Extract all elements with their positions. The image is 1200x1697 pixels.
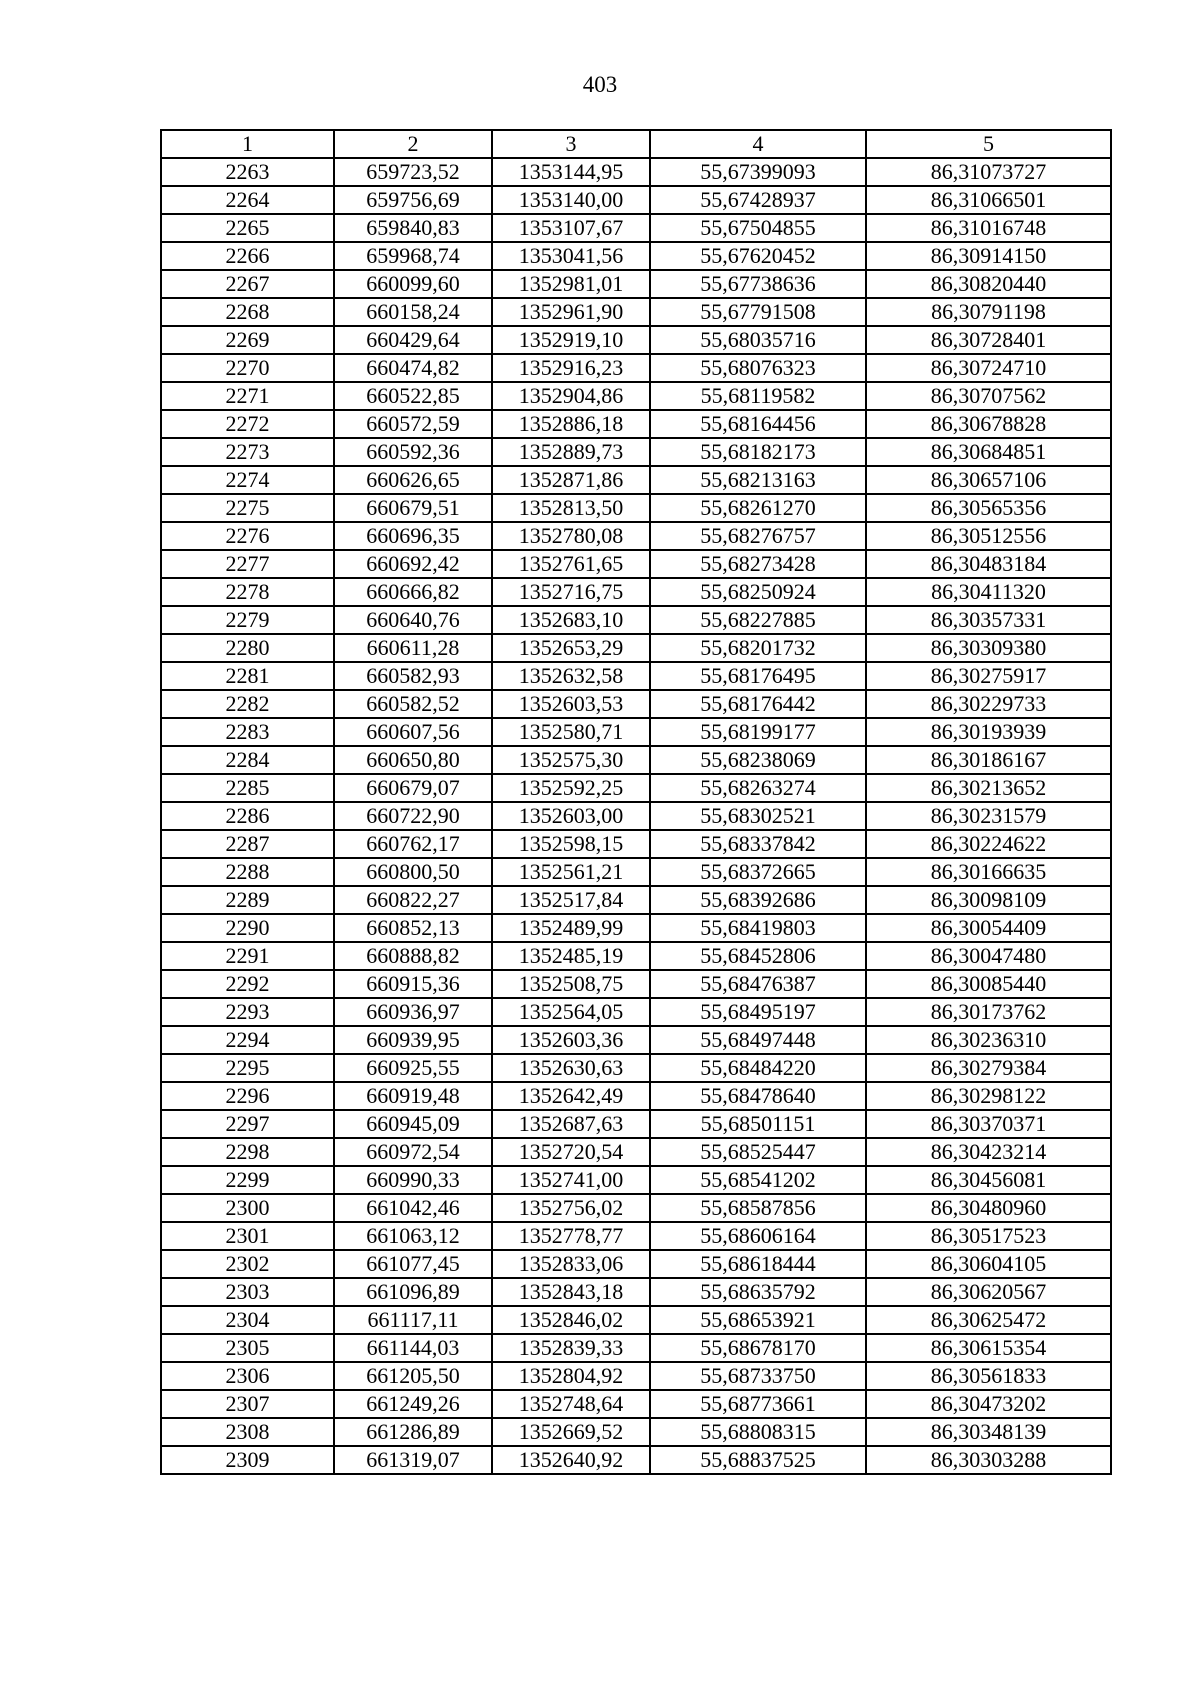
table-cell-col-3: 1352508,75 <box>492 970 650 998</box>
table-cell-col-1: 2272 <box>161 410 334 438</box>
table-cell-col-2: 660592,36 <box>334 438 492 466</box>
table-cell-col-2: 660972,54 <box>334 1138 492 1166</box>
table-cell-col-2: 660429,64 <box>334 326 492 354</box>
table-cell-col-4: 55,68618444 <box>650 1250 866 1278</box>
table-cell-col-4: 55,68606164 <box>650 1222 866 1250</box>
table-cell-col-3: 1352919,10 <box>492 326 650 354</box>
table-cell-col-3: 1352669,52 <box>492 1418 650 1446</box>
table-cell-col-5: 86,30483184 <box>866 550 1111 578</box>
table-cell-col-4: 55,68497448 <box>650 1026 866 1054</box>
table-cell-col-2: 660611,28 <box>334 634 492 662</box>
table-cell-col-1: 2301 <box>161 1222 334 1250</box>
table-cell-col-1: 2270 <box>161 354 334 382</box>
table-cell-col-4: 55,68733750 <box>650 1362 866 1390</box>
table-cell-col-3: 1352640,92 <box>492 1446 650 1474</box>
table-cell-col-1: 2280 <box>161 634 334 662</box>
table-cell-col-3: 1352756,02 <box>492 1194 650 1222</box>
table-row <box>161 298 1111 326</box>
table-cell-col-1: 2286 <box>161 802 334 830</box>
table-cell-col-3: 1352889,73 <box>492 438 650 466</box>
table-cell-col-2: 660099,60 <box>334 270 492 298</box>
table-cell-col-5: 86,31073727 <box>866 158 1111 186</box>
table-cell-col-1: 2288 <box>161 858 334 886</box>
table-cell-col-3: 1352813,50 <box>492 494 650 522</box>
table-cell-col-5: 86,30224622 <box>866 830 1111 858</box>
table-cell-col-2: 660800,50 <box>334 858 492 886</box>
table-cell-col-5: 86,30298122 <box>866 1082 1111 1110</box>
table-cell-col-3: 1352780,08 <box>492 522 650 550</box>
table-cell-col-3: 1353140,00 <box>492 186 650 214</box>
table-cell-col-1: 2293 <box>161 998 334 1026</box>
table-cell-col-3: 1352761,65 <box>492 550 650 578</box>
table-cell-col-4: 55,68501151 <box>650 1110 866 1138</box>
table-cell-col-3: 1352886,18 <box>492 410 650 438</box>
table-row <box>161 690 1111 718</box>
table-cell-col-2: 660888,82 <box>334 942 492 970</box>
table-cell-col-1: 2303 <box>161 1278 334 1306</box>
table-cell-col-2: 660607,56 <box>334 718 492 746</box>
table-cell-col-3: 1352561,21 <box>492 858 650 886</box>
table-cell-col-4: 55,68419803 <box>650 914 866 942</box>
table-cell-col-4: 55,67428937 <box>650 186 866 214</box>
table-cell-col-4: 55,68213163 <box>650 466 866 494</box>
table-cell-col-1: 2283 <box>161 718 334 746</box>
table-cell-col-5: 86,30615354 <box>866 1334 1111 1362</box>
table-cell-col-3: 1352720,54 <box>492 1138 650 1166</box>
table-cell-col-2: 661319,07 <box>334 1446 492 1474</box>
table-cell-col-3: 1352485,19 <box>492 942 650 970</box>
table-cell-col-1: 2306 <box>161 1362 334 1390</box>
table-cell-col-2: 660936,97 <box>334 998 492 1026</box>
table-cell-col-2: 661096,89 <box>334 1278 492 1306</box>
table-cell-col-3: 1352642,49 <box>492 1082 650 1110</box>
table-cell-col-4: 55,67738636 <box>650 270 866 298</box>
table-cell-col-1: 2266 <box>161 242 334 270</box>
table-cell-col-3: 1352741,00 <box>492 1166 650 1194</box>
table-row <box>161 830 1111 858</box>
table-row <box>161 718 1111 746</box>
table-cell-col-3: 1352575,30 <box>492 746 650 774</box>
table-cell-col-3: 1352564,05 <box>492 998 650 1026</box>
table-cell-col-5: 86,30411320 <box>866 578 1111 606</box>
table-cell-col-3: 1352843,18 <box>492 1278 650 1306</box>
table-cell-col-3: 1352630,63 <box>492 1054 650 1082</box>
table-cell-col-2: 660990,33 <box>334 1166 492 1194</box>
table-cell-col-1: 2273 <box>161 438 334 466</box>
table-cell-col-5: 86,30231579 <box>866 802 1111 830</box>
table-cell-col-5: 86,30166635 <box>866 858 1111 886</box>
table-cell-col-5: 86,30279384 <box>866 1054 1111 1082</box>
table-cell-col-2: 661144,03 <box>334 1334 492 1362</box>
table-cell-col-5: 86,30186167 <box>866 746 1111 774</box>
table-cell-col-3: 1352748,64 <box>492 1390 650 1418</box>
table-row <box>161 1138 1111 1166</box>
table-cell-col-1: 2278 <box>161 578 334 606</box>
table-cell-col-2: 660650,80 <box>334 746 492 774</box>
column-header-5: 5 <box>866 130 1111 158</box>
table-cell-col-4: 55,68276757 <box>650 522 866 550</box>
table-row <box>161 550 1111 578</box>
table-cell-col-5: 86,30512556 <box>866 522 1111 550</box>
table-cell-col-4: 55,68837525 <box>650 1446 866 1474</box>
table-row <box>161 1250 1111 1278</box>
table-cell-col-4: 55,68302521 <box>650 802 866 830</box>
page-number: 403 <box>582 72 618 97</box>
table-cell-col-3: 1352981,01 <box>492 270 650 298</box>
table-cell-col-4: 55,68635792 <box>650 1278 866 1306</box>
table-cell-col-1: 2309 <box>161 1446 334 1474</box>
table-row <box>161 1082 1111 1110</box>
table-cell-col-2: 659756,69 <box>334 186 492 214</box>
table-cell-col-2: 659840,83 <box>334 214 492 242</box>
table-cell-col-3: 1352778,77 <box>492 1222 650 1250</box>
table-cell-col-4: 55,68678170 <box>650 1334 866 1362</box>
table-row <box>161 494 1111 522</box>
table-row <box>161 1194 1111 1222</box>
table-row <box>161 1446 1111 1474</box>
table-cell-col-5: 86,30625472 <box>866 1306 1111 1334</box>
column-header-3: 3 <box>492 130 650 158</box>
table-cell-col-5: 86,30914150 <box>866 242 1111 270</box>
table-cell-col-1: 2289 <box>161 886 334 914</box>
table-row <box>161 1278 1111 1306</box>
table-row <box>161 382 1111 410</box>
table-row <box>161 1306 1111 1334</box>
table-cell-col-5: 86,30229733 <box>866 690 1111 718</box>
table-cell-col-5: 86,30517523 <box>866 1222 1111 1250</box>
table-row <box>161 662 1111 690</box>
table-cell-col-1: 2271 <box>161 382 334 410</box>
table-cell-col-5: 86,30423214 <box>866 1138 1111 1166</box>
table-cell-col-1: 2298 <box>161 1138 334 1166</box>
table-cell-col-5: 86,31066501 <box>866 186 1111 214</box>
table-cell-col-2: 660822,27 <box>334 886 492 914</box>
table-cell-col-5: 86,30684851 <box>866 438 1111 466</box>
table-cell-col-4: 55,68201732 <box>650 634 866 662</box>
table-row <box>161 326 1111 354</box>
table-cell-col-3: 1352716,75 <box>492 578 650 606</box>
table-row <box>161 970 1111 998</box>
table-cell-col-5: 86,30098109 <box>866 886 1111 914</box>
table-cell-col-4: 55,68176442 <box>650 690 866 718</box>
table-cell-col-5: 86,30456081 <box>866 1166 1111 1194</box>
table-cell-col-4: 55,68478640 <box>650 1082 866 1110</box>
table-cell-col-2: 661205,50 <box>334 1362 492 1390</box>
table-cell-col-5: 86,30047480 <box>866 942 1111 970</box>
table-cell-col-5: 86,30728401 <box>866 326 1111 354</box>
table-cell-col-4: 55,68476387 <box>650 970 866 998</box>
table-cell-col-5: 86,30565356 <box>866 494 1111 522</box>
table-cell-col-2: 660852,13 <box>334 914 492 942</box>
table-cell-col-2: 659723,52 <box>334 158 492 186</box>
table-cell-col-3: 1352683,10 <box>492 606 650 634</box>
table-cell-col-4: 55,68164456 <box>650 410 866 438</box>
table-cell-col-5: 86,31016748 <box>866 214 1111 242</box>
table-cell-col-3: 1352592,25 <box>492 774 650 802</box>
table-cell-col-4: 55,68238069 <box>650 746 866 774</box>
table-cell-col-1: 2267 <box>161 270 334 298</box>
table-cell-col-3: 1352580,71 <box>492 718 650 746</box>
table-cell-col-1: 2263 <box>161 158 334 186</box>
table-cell-col-1: 2268 <box>161 298 334 326</box>
table-cell-col-1: 2274 <box>161 466 334 494</box>
table-cell-col-4: 55,67620452 <box>650 242 866 270</box>
table-cell-col-3: 1352687,63 <box>492 1110 650 1138</box>
table-cell-col-4: 55,68182173 <box>650 438 866 466</box>
table-row <box>161 1166 1111 1194</box>
table-cell-col-2: 660679,07 <box>334 774 492 802</box>
table-cell-col-3: 1352916,23 <box>492 354 650 382</box>
table-cell-col-2: 660522,85 <box>334 382 492 410</box>
table-cell-col-3: 1352653,29 <box>492 634 650 662</box>
table-row <box>161 634 1111 662</box>
table-row <box>161 270 1111 298</box>
table-cell-col-2: 660158,24 <box>334 298 492 326</box>
table-cell-col-4: 55,68337842 <box>650 830 866 858</box>
table-cell-col-4: 55,68392686 <box>650 886 866 914</box>
table-cell-col-1: 2282 <box>161 690 334 718</box>
table-cell-col-3: 1352961,90 <box>492 298 650 326</box>
table-cell-col-4: 55,68273428 <box>650 550 866 578</box>
table-cell-col-3: 1352632,58 <box>492 662 650 690</box>
table-row <box>161 186 1111 214</box>
table-row <box>161 858 1111 886</box>
table-row <box>161 438 1111 466</box>
table-cell-col-3: 1353041,56 <box>492 242 650 270</box>
table-row <box>161 1110 1111 1138</box>
table-row <box>161 914 1111 942</box>
table-cell-col-2: 660919,48 <box>334 1082 492 1110</box>
table-cell-col-5: 86,30275917 <box>866 662 1111 690</box>
table-cell-col-5: 86,30561833 <box>866 1362 1111 1390</box>
coordinates-table <box>160 129 1112 1475</box>
table-cell-col-3: 1353144,95 <box>492 158 650 186</box>
table-cell-col-2: 660572,59 <box>334 410 492 438</box>
table-cell-col-2: 660666,82 <box>334 578 492 606</box>
table-cell-col-5: 86,30085440 <box>866 970 1111 998</box>
table-cell-col-1: 2284 <box>161 746 334 774</box>
table-cell-col-1: 2304 <box>161 1306 334 1334</box>
table-cell-col-1: 2305 <box>161 1334 334 1362</box>
table-cell-col-1: 2291 <box>161 942 334 970</box>
table-cell-col-4: 55,68541202 <box>650 1166 866 1194</box>
table-cell-col-3: 1352839,33 <box>492 1334 650 1362</box>
table-cell-col-1: 2285 <box>161 774 334 802</box>
table-cell-col-1: 2297 <box>161 1110 334 1138</box>
table-cell-col-2: 660925,55 <box>334 1054 492 1082</box>
table-cell-col-1: 2302 <box>161 1250 334 1278</box>
table-cell-col-3: 1352833,06 <box>492 1250 650 1278</box>
table-cell-col-3: 1352846,02 <box>492 1306 650 1334</box>
table-row <box>161 522 1111 550</box>
table-cell-col-1: 2275 <box>161 494 334 522</box>
table-row <box>161 410 1111 438</box>
table-cell-col-2: 661249,26 <box>334 1390 492 1418</box>
table-row <box>161 354 1111 382</box>
table-cell-col-2: 661286,89 <box>334 1418 492 1446</box>
table-row <box>161 774 1111 802</box>
table-cell-col-2: 661042,46 <box>334 1194 492 1222</box>
table-cell-col-4: 55,68227885 <box>650 606 866 634</box>
table-row <box>161 466 1111 494</box>
table-cell-col-4: 55,68076323 <box>650 354 866 382</box>
table-cell-col-2: 659968,74 <box>334 242 492 270</box>
table-cell-col-4: 55,68525447 <box>650 1138 866 1166</box>
table-cell-col-5: 86,30173762 <box>866 998 1111 1026</box>
table-cell-col-2: 660696,35 <box>334 522 492 550</box>
table-cell-col-4: 55,68119582 <box>650 382 866 410</box>
table-cell-col-3: 1352871,86 <box>492 466 650 494</box>
table-body <box>161 158 1111 1474</box>
table-cell-col-3: 1353107,67 <box>492 214 650 242</box>
table-row <box>161 1222 1111 1250</box>
table-cell-col-2: 660939,95 <box>334 1026 492 1054</box>
table-row <box>161 1054 1111 1082</box>
table-cell-col-1: 2287 <box>161 830 334 858</box>
table-cell-col-4: 55,67399093 <box>650 158 866 186</box>
table-cell-col-2: 660945,09 <box>334 1110 492 1138</box>
table-row <box>161 998 1111 1026</box>
table-cell-col-1: 2264 <box>161 186 334 214</box>
table-cell-col-5: 86,30193939 <box>866 718 1111 746</box>
table-row <box>161 214 1111 242</box>
table-cell-col-2: 661063,12 <box>334 1222 492 1250</box>
table-cell-col-5: 86,30657106 <box>866 466 1111 494</box>
table-cell-col-3: 1352603,53 <box>492 690 650 718</box>
table-cell-col-5: 86,30620567 <box>866 1278 1111 1306</box>
table-cell-col-5: 86,30604105 <box>866 1250 1111 1278</box>
table-cell-col-5: 86,30678828 <box>866 410 1111 438</box>
table-cell-col-4: 55,68035716 <box>650 326 866 354</box>
table-row <box>161 1418 1111 1446</box>
table-cell-col-4: 55,68261270 <box>650 494 866 522</box>
table-cell-col-5: 86,30213652 <box>866 774 1111 802</box>
table-cell-col-2: 660474,82 <box>334 354 492 382</box>
table-cell-col-4: 55,68484220 <box>650 1054 866 1082</box>
table-row <box>161 1390 1111 1418</box>
table-cell-col-1: 2281 <box>161 662 334 690</box>
table-cell-col-1: 2299 <box>161 1166 334 1194</box>
table-cell-col-4: 55,67504855 <box>650 214 866 242</box>
table-cell-col-2: 660640,76 <box>334 606 492 634</box>
column-header-1: 1 <box>161 130 334 158</box>
table-header <box>161 130 1111 158</box>
table-row <box>161 802 1111 830</box>
table-cell-col-5: 86,30357331 <box>866 606 1111 634</box>
table-cell-col-3: 1352804,92 <box>492 1362 650 1390</box>
table-cell-col-5: 86,30707562 <box>866 382 1111 410</box>
table-cell-col-2: 660626,65 <box>334 466 492 494</box>
table-cell-col-4: 55,68452806 <box>650 942 866 970</box>
header-row <box>161 130 1111 158</box>
table-cell-col-5: 86,30473202 <box>866 1390 1111 1418</box>
column-header-2: 2 <box>334 130 492 158</box>
table-cell-col-1: 2308 <box>161 1418 334 1446</box>
table-cell-col-1: 2265 <box>161 214 334 242</box>
table-cell-col-3: 1352603,36 <box>492 1026 650 1054</box>
table-cell-col-5: 86,30820440 <box>866 270 1111 298</box>
table-row <box>161 242 1111 270</box>
table-cell-col-5: 86,30348139 <box>866 1418 1111 1446</box>
table-cell-col-1: 2276 <box>161 522 334 550</box>
table-cell-col-5: 86,30370371 <box>866 1110 1111 1138</box>
table-cell-col-4: 55,68372665 <box>650 858 866 886</box>
table-cell-col-1: 2296 <box>161 1082 334 1110</box>
table-cell-col-1: 2295 <box>161 1054 334 1082</box>
table-cell-col-5: 86,30236310 <box>866 1026 1111 1054</box>
table-row <box>161 886 1111 914</box>
table-row <box>161 1362 1111 1390</box>
table-cell-col-1: 2279 <box>161 606 334 634</box>
table-cell-col-5: 86,30791198 <box>866 298 1111 326</box>
table-cell-col-3: 1352598,15 <box>492 830 650 858</box>
table-row <box>161 746 1111 774</box>
table-cell-col-3: 1352517,84 <box>492 886 650 914</box>
table-cell-col-4: 55,68808315 <box>650 1418 866 1446</box>
table-cell-col-4: 55,68263274 <box>650 774 866 802</box>
table-cell-col-4: 55,68587856 <box>650 1194 866 1222</box>
table-cell-col-2: 661117,11 <box>334 1306 492 1334</box>
table-cell-col-1: 2277 <box>161 550 334 578</box>
table-cell-col-1: 2300 <box>161 1194 334 1222</box>
table-row <box>161 942 1111 970</box>
table-cell-col-4: 55,68495197 <box>650 998 866 1026</box>
table-cell-col-4: 55,68199177 <box>650 718 866 746</box>
table-cell-col-2: 660692,42 <box>334 550 492 578</box>
table-row <box>161 578 1111 606</box>
table-cell-col-2: 660915,36 <box>334 970 492 998</box>
table-row <box>161 1026 1111 1054</box>
table-cell-col-1: 2290 <box>161 914 334 942</box>
table-cell-col-5: 86,30480960 <box>866 1194 1111 1222</box>
column-header-4: 4 <box>650 130 866 158</box>
table-cell-col-3: 1352904,86 <box>492 382 650 410</box>
table-cell-col-4: 55,68773661 <box>650 1390 866 1418</box>
table-cell-col-1: 2292 <box>161 970 334 998</box>
table-cell-col-2: 661077,45 <box>334 1250 492 1278</box>
table-cell-col-4: 55,67791508 <box>650 298 866 326</box>
table-cell-col-2: 660722,90 <box>334 802 492 830</box>
table-cell-col-4: 55,68250924 <box>650 578 866 606</box>
table-cell-col-5: 86,30303288 <box>866 1446 1111 1474</box>
table-cell-col-3: 1352603,00 <box>492 802 650 830</box>
table-row <box>161 1334 1111 1362</box>
table-cell-col-2: 660679,51 <box>334 494 492 522</box>
table-cell-col-4: 55,68176495 <box>650 662 866 690</box>
table-cell-col-4: 55,68653921 <box>650 1306 866 1334</box>
table-cell-col-3: 1352489,99 <box>492 914 650 942</box>
table-cell-col-1: 2307 <box>161 1390 334 1418</box>
table-cell-col-1: 2294 <box>161 1026 334 1054</box>
table-cell-col-2: 660582,93 <box>334 662 492 690</box>
table-cell-col-5: 86,30054409 <box>866 914 1111 942</box>
table-row <box>161 606 1111 634</box>
table-cell-col-5: 86,30724710 <box>866 354 1111 382</box>
table-cell-col-1: 2269 <box>161 326 334 354</box>
table-cell-col-2: 660762,17 <box>334 830 492 858</box>
table-cell-col-5: 86,30309380 <box>866 634 1111 662</box>
table-row <box>161 158 1111 186</box>
table-cell-col-2: 660582,52 <box>334 690 492 718</box>
